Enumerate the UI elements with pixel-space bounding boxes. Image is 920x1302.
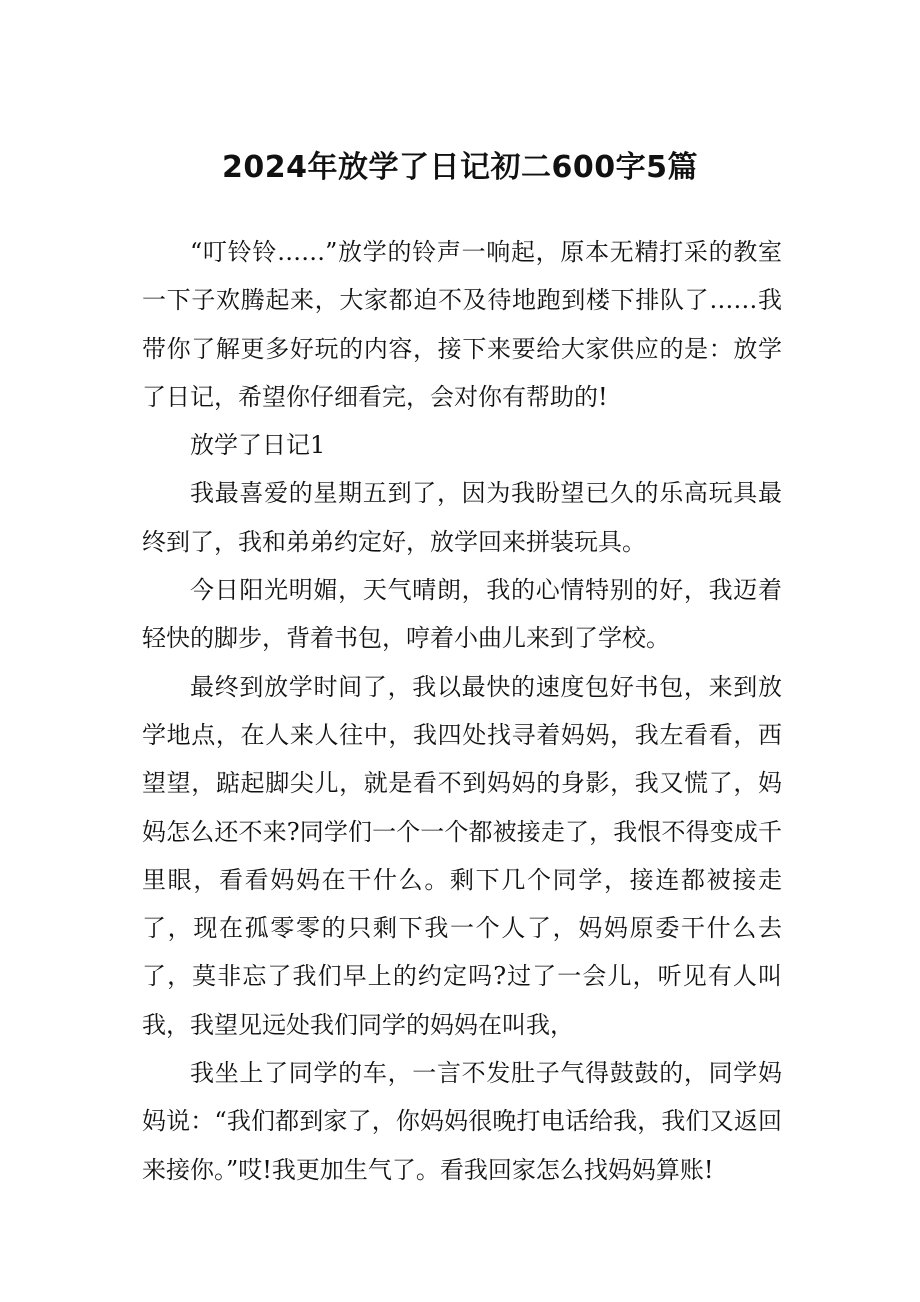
document-body xyxy=(142,228,782,1194)
body-paragraph: 我坐上了同学的车，一言不发肚子气得鼓鼓的，同学妈妈说：“我们都到家了，你妈妈很晚打电话给我，我们又返回来接你。”哎!我更加生气了。看我回家怎么找妈妈算账! xyxy=(142,1059,782,1184)
body-paragraph: 最终到放学时间了，我以最快的速度包好书包，来到放学地点，在人来人往中，我四处找寻着妈妈，我左看看，西望望，踮起脚尖儿，就是看不到妈妈的身影，我又慌了，妈妈怎么还不来?同学们一个一个都被接走了，我恨不得变成千里眼，看看妈妈在干什么。剩下几个同学，接连都被接走了，现在孤零零的只剩下我一个人了，妈妈原委干什么去了，莫非忘了我们早上的约定吗?过了一会儿，听见有人叫我，我望见远处我们同学的妈妈在叫我， xyxy=(142,672,782,1039)
body-paragraph: 今日阳光明媚，天气晴朗，我的心情特别的好，我迈着轻快的脚步，背着书包，哼着小曲儿来到了学校。 xyxy=(142,576,782,653)
body-paragraph: 我最喜爱的星期五到了，因为我盼望已久的乐高玩具最终到了，我和弟弟约定好，放学回来拼装玩具。 xyxy=(142,479,782,556)
intro-paragraph: “叮铃铃……”放学的铃声一响起，原本无精打采的教室一下子欢腾起来，大家都迫不及待地跑到楼下排队了……我带你了解更多好玩的内容，接下来要给大家供应的是：放学了日记，希望你仔细看完，会对你有帮助的! xyxy=(142,238,782,411)
section-heading: 放学了日记1 xyxy=(190,431,326,460)
document-title: 2024年放学了日记初二600字5篇 xyxy=(222,150,698,185)
